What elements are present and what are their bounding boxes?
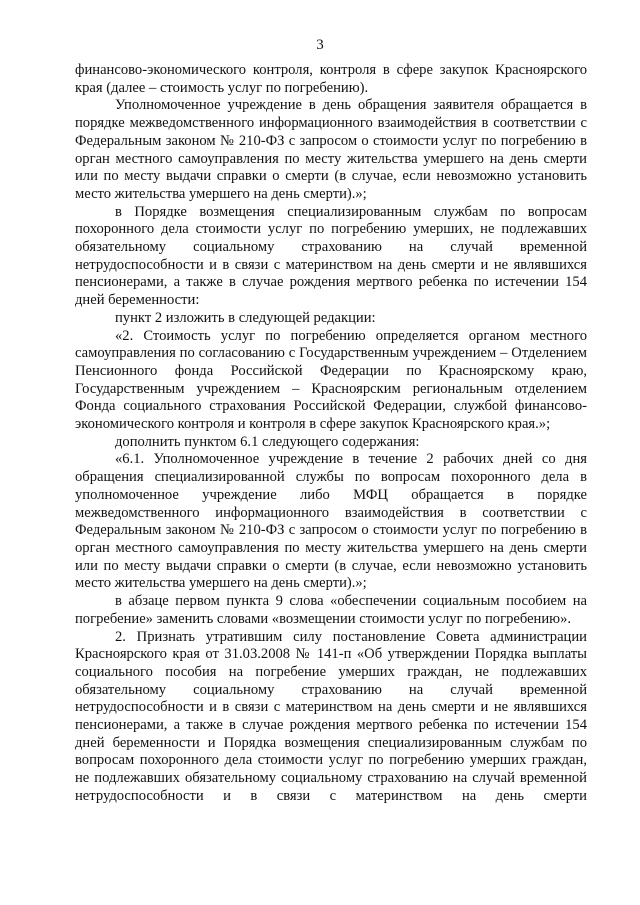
paragraph-section-2: 2. Признать утратившим силу постановление Совета администрации Красноярского края от 31.03.2008 № 141-п «Об утверждении Порядка выплаты социального пособия на погребение умерших граждан, не подлежавших обязательному социальному страхованию на случай временной нетрудоспособности и в связи с материнством на день смерти и не являвшихся пенсионерами, а также в случае рождения мертвого ребенка по истечении 154 дней беременности и Порядка возмещения специализированным службам по вопросам похоронного дела стоимости услуг по погребению умерших граждан, не подлежавших обязательному социальному страхованию на случай временной нетрудоспособности и в связи с материнством на день смерти bbox=[75, 628, 587, 804]
paragraph-item-9-change: в абзаце первом пункта 9 слова «обеспечении социальным пособием на погребение» заменить словами «возмещении стоимости услуг по погребению». bbox=[75, 593, 587, 627]
paragraph-reimbursement-procedure: в Порядке возмещения специализированным службам по вопросам похоронного дела стоимости услуг по погребению умерших, не подлежавших обязательному социальному страхованию на случай временной нетрудоспособности и в связи с материнством на день смерти и не являвшихся пенсионерами, а также в случае рождения мертвого ребенка по истечении 154 дней беременности: bbox=[75, 203, 587, 309]
paragraph-authorized-institution: Уполномоченное учреждение в день обращения заявителя обращается в порядке межведомственного информационного взаимодействия в соответствии с Федеральным законом № 210-ФЗ с запросом о стоимости услуг по погребению в орган местного самоуправления по месту жительства умершего на день смерти или по месту выдачи справки о смерти (в случае, если невозможно установить место жительства умершего на день смерти).»; bbox=[75, 97, 587, 202]
paragraph-item-2-text: «2. Стоимость услуг по погребению определяется органом местного самоуправления по согласованию с Государственным учреждением – Отделением Пенсионного фонда Российской Федерации по Красноярскому краю, Государственным учреждением – Красноярским региональным отделением Фонда социального страхования Российской Федерации, службой финансово-экономического контроля и контроля в сфере закупок Красноярского края.»; bbox=[75, 327, 587, 433]
paragraph-item-6-1-add: дополнить пунктом 6.1 следующего содержания: bbox=[115, 433, 420, 450]
page-number: 3 bbox=[316, 37, 324, 53]
paragraph-item-6-1-text: «6.1. Уполномоченное учреждение в течение 2 рабочих дней со дня обращения специализированной службы по вопросам похоронного дела в уполномоченное учреждение либо МФЦ обращается в порядке межведомственного информационного взаимодействия в соответствии с Федеральным законом № 210-ФЗ с запросом о стоимости услуг по погребению в орган местного самоуправления по месту жительства умершего на день смерти или по месту выдачи справки о смерти (в случае, если невозможно установить место жительства умершего на день смерти).»; bbox=[75, 451, 587, 592]
paragraph-item-2-amend: пункт 2 изложить в следующей редакции: bbox=[115, 309, 376, 326]
paragraph-continuation: финансово-экономического контроля, контроля в сфере закупок Красноярского края (далее – стоимость услуг по погребению). bbox=[75, 62, 587, 96]
document-body bbox=[75, 62, 587, 806]
